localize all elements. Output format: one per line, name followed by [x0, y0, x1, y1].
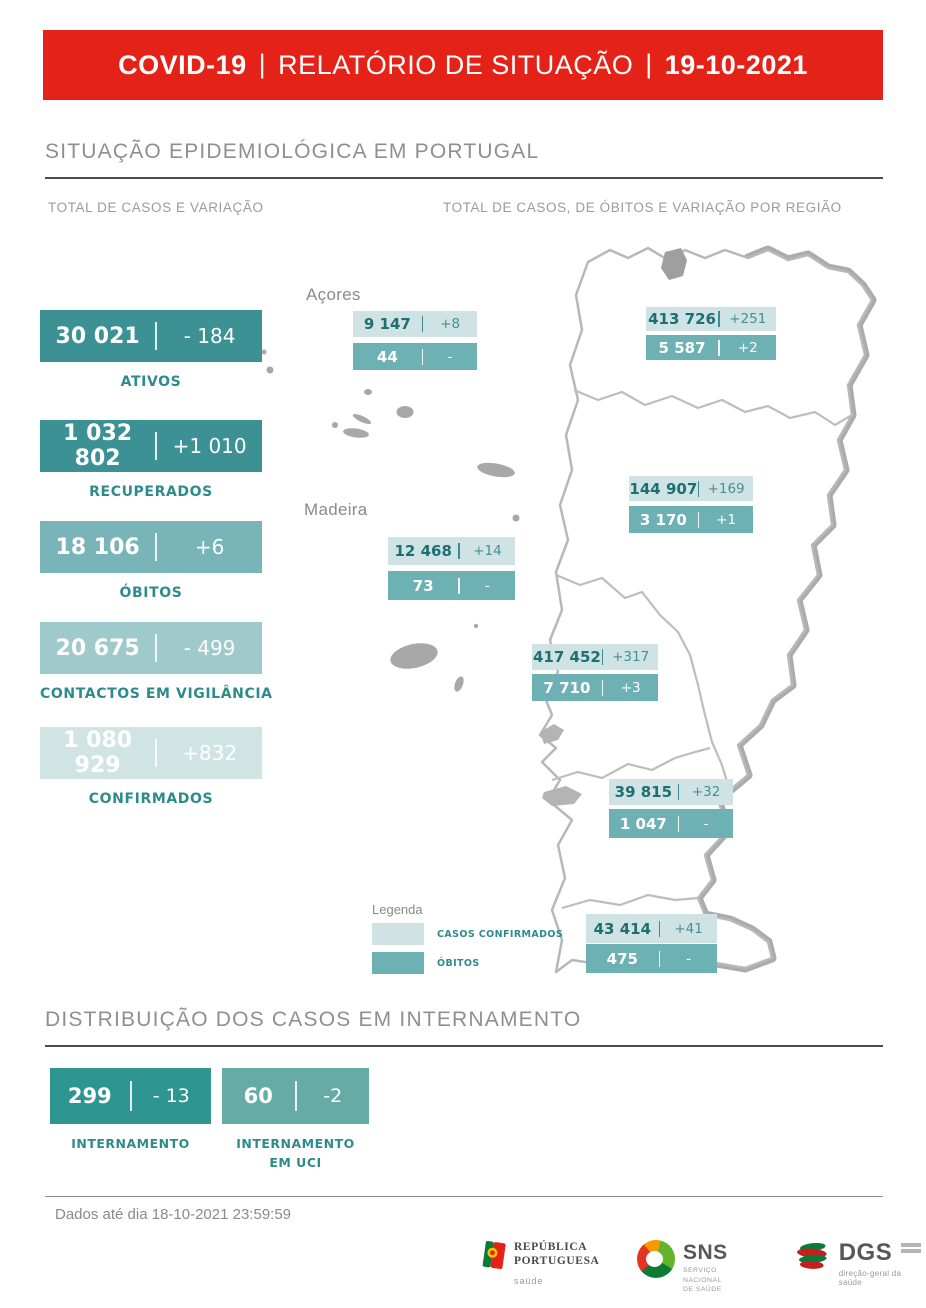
- dgs-logo: [795, 1240, 926, 1287]
- stat-card-contactos: [40, 622, 273, 702]
- stat-label: CONTACTOS EM VIGILÂNCIA: [40, 686, 273, 702]
- stat-value: 299: [67, 1084, 112, 1108]
- stat-card-ativos: [40, 310, 262, 390]
- deaths-value: 475: [606, 949, 638, 968]
- stat-value: 1 080 929: [63, 728, 133, 778]
- deaths-delta: -: [485, 577, 490, 594]
- region-lvt-deaths-row: [532, 674, 658, 701]
- sns-logo: [637, 1240, 757, 1295]
- data-cutoff-note: Dados até dia 18-10-2021 23:59:59: [55, 1206, 292, 1223]
- stat-value-box: [40, 727, 262, 779]
- region-lvt-cases-row: [532, 644, 658, 670]
- cases-value: 417 452: [532, 648, 601, 666]
- stat-card-recuperados: [40, 420, 262, 500]
- cases-value: 9 147: [363, 315, 411, 333]
- cases-value: 43 414: [593, 919, 652, 938]
- stat-delta: - 13: [152, 1085, 190, 1107]
- report-title-date: 19-10-2021: [664, 49, 808, 80]
- republica-line1: REPÚBLICA: [514, 1241, 588, 1253]
- region-madeira-cases-row: [388, 537, 515, 565]
- deaths-delta: -: [686, 950, 691, 967]
- legend-confirmed-swatch: [372, 923, 424, 945]
- stat-value: 1 032 802: [63, 421, 133, 471]
- internment-card: [50, 1068, 211, 1153]
- deaths-delta: +2: [737, 339, 758, 356]
- stat-value: 30 021: [55, 323, 140, 349]
- region-centro-cases-row: [629, 476, 753, 501]
- legend-item-deaths: [372, 952, 563, 974]
- stat-value-box: [40, 622, 262, 674]
- section-epidemiological-title: SITUAÇÃO EPIDEMIOLÓGICA EM PORTUGAL: [45, 140, 883, 179]
- portugal-map: [240, 240, 926, 1000]
- republica-portuguesa-logo: [482, 1240, 599, 1286]
- sns-name: SNS: [682, 1241, 728, 1264]
- deaths-delta: -: [447, 348, 453, 365]
- region-alentejo-cases-row: [609, 779, 733, 805]
- stat-value-box: [40, 310, 262, 362]
- stat-label: INTERNAMENTO: [71, 1136, 190, 1151]
- stat-value-box: [50, 1068, 211, 1124]
- legend-deaths-label: ÓBITOS: [437, 957, 480, 969]
- region-norte-cases-row: [646, 307, 776, 331]
- stat-value: 60: [243, 1084, 273, 1108]
- legend-confirmed-label: CASOS CONFIRMADOS: [437, 928, 564, 940]
- title-separator: |: [258, 48, 267, 79]
- legend-deaths-swatch: [372, 952, 424, 974]
- region-acores-deaths-row: [353, 343, 477, 370]
- uci-card: [222, 1068, 369, 1173]
- republica-tag: saúde: [514, 1275, 544, 1286]
- region-centro-deaths-row: [629, 506, 753, 533]
- stat-label: INTERNAMENTO EM UCI: [236, 1136, 355, 1171]
- cases-delta: +32: [691, 784, 721, 800]
- map-legend: [372, 902, 563, 981]
- title-separator: |: [645, 48, 653, 79]
- deaths-delta: +1: [716, 511, 737, 528]
- region-algarve-cases-row: [586, 914, 717, 943]
- sns-tag-line1: SERVIÇO NACIONAL: [682, 1267, 722, 1284]
- stat-label: RECUPERADOS: [89, 484, 213, 500]
- region-label-acores: Açores: [306, 285, 361, 304]
- stat-value-box: [40, 420, 262, 472]
- deaths-value: 44: [376, 347, 398, 366]
- cases-value: 12 468: [394, 542, 452, 560]
- sns-tag-line2: DE SAÚDE: [682, 1286, 722, 1294]
- stat-delta: +832: [182, 741, 238, 765]
- region-label-madeira: Madeira: [304, 500, 368, 519]
- left-column-subtitle: TOTAL DE CASOS E VARIAÇÃO: [48, 200, 264, 215]
- deaths-value: 73: [412, 576, 434, 595]
- stat-delta: - 184: [183, 324, 236, 348]
- stat-delta: - 499: [183, 636, 236, 660]
- footer-logos: [482, 1240, 926, 1295]
- stat-value: 18 106: [55, 534, 140, 560]
- region-acores-cases-row: [353, 311, 477, 337]
- legend-item-confirmed: [372, 923, 563, 945]
- cases-delta: +317: [612, 649, 650, 665]
- region-madeira-deaths-row: [388, 571, 515, 600]
- portuguese-flag-icon: [482, 1240, 506, 1272]
- dgs-icon: [795, 1240, 831, 1272]
- deaths-value: 3 170: [639, 510, 687, 529]
- region-algarve-deaths-row: [586, 944, 717, 973]
- stat-value-box: [40, 521, 262, 573]
- cases-delta: +14: [473, 543, 502, 559]
- cases-delta: +41: [674, 920, 703, 937]
- region-norte-deaths-row: [646, 335, 776, 360]
- dgs-name: DGS: [838, 1239, 893, 1266]
- dgs-tag: direção-geral da saúde: [838, 1269, 902, 1287]
- cases-value: 39 815: [614, 783, 673, 801]
- cases-value: 144 907: [629, 479, 698, 498]
- report-title-covid: COVID-19: [118, 49, 247, 80]
- map-subtitle: TOTAL DE CASOS, DE ÓBITOS E VARIAÇÃO POR REGIÃO: [443, 200, 842, 215]
- stat-label: ATIVOS: [120, 374, 182, 390]
- stat-value-box: [222, 1068, 369, 1124]
- stat-delta: -2: [323, 1085, 343, 1107]
- deaths-value: 1 047: [619, 814, 667, 833]
- deaths-value: 7 710: [543, 678, 591, 697]
- cases-delta: +251: [729, 311, 767, 327]
- cases-delta: +8: [440, 316, 461, 332]
- deaths-value: 5 587: [658, 338, 706, 357]
- deaths-delta: +3: [620, 679, 641, 696]
- stat-value: 20 675: [55, 635, 140, 661]
- legend-title: Legenda: [372, 902, 423, 917]
- dgs-small-text-decor: [901, 1243, 921, 1255]
- cases-delta: +169: [707, 480, 745, 497]
- sns-icon: [637, 1240, 675, 1278]
- stat-card-obitos: [40, 521, 262, 601]
- region-alentejo-deaths-row: [609, 809, 733, 838]
- report-header-banner: [43, 30, 883, 100]
- stat-card-confirmados: [40, 727, 262, 807]
- stat-label: ÓBITOS: [119, 585, 183, 601]
- section-internment-title: DISTRIBUIÇÃO DOS CASOS EM INTERNAMENTO: [45, 1008, 883, 1047]
- stat-label: CONFIRMADOS: [88, 791, 214, 807]
- republica-line2: PORTUGUESA: [514, 1255, 600, 1268]
- cases-value: 413 726: [648, 310, 716, 328]
- stat-delta: +6: [194, 535, 225, 559]
- divider: [45, 1196, 883, 1197]
- stat-delta: +1 010: [172, 434, 247, 458]
- deaths-delta: -: [703, 815, 709, 832]
- report-title-type: RELATÓRIO DE SITUAÇÃO: [278, 49, 634, 80]
